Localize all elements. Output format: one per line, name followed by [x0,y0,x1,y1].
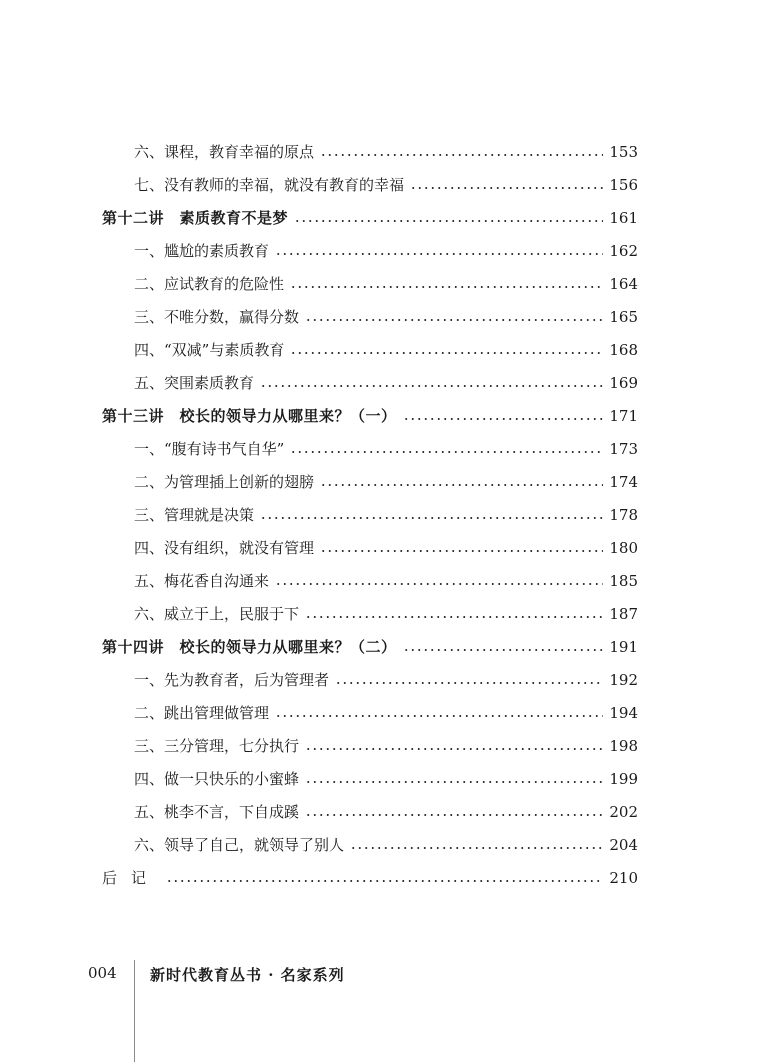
toc-entry-title: 五、突围素质教育 [134,374,255,392]
toc-entry-page-number: 210 [609,869,638,887]
toc-entry-title: 五、梅花香自沟通来 [134,572,270,590]
toc-section-entry[interactable] [102,433,638,466]
toc-dot-leader [305,814,603,816]
toc-dot-leader [294,220,603,222]
toc-entry-title: 六、威立于上，民服于下 [134,605,300,623]
toc-entry-page-number: 164 [609,275,638,293]
toc-dot-leader [350,847,603,849]
toc-dot-leader [410,187,603,189]
toc-dot-leader [290,352,603,354]
toc-section-entry[interactable] [102,598,638,631]
toc-entry-page-number: 185 [609,572,638,590]
toc-dot-leader [305,616,603,618]
toc-dot-leader [260,517,603,519]
toc-entry-page-number: 161 [609,209,638,227]
toc-entry-page-number: 169 [609,374,638,392]
toc-entry-page-number: 153 [609,143,638,161]
toc-dot-leader [305,781,603,783]
toc-entry-page-number: 194 [609,704,638,722]
toc-entry-page-number: 162 [609,242,638,260]
toc-entry-title: 六、领导了自己，就领导了别人 [134,836,345,854]
toc-entry-page-number: 174 [609,473,638,491]
toc-dot-leader [305,748,603,750]
toc-dot-leader [290,451,603,453]
toc-dot-leader [290,286,603,288]
toc-section-entry[interactable] [102,466,638,499]
toc-dot-leader [260,385,603,387]
toc-section-entry[interactable] [102,565,638,598]
toc-dot-leader [305,319,603,321]
toc-dot-leader [275,715,603,717]
toc-chapter-entry[interactable] [102,631,638,664]
footer-page-number: 004 [88,964,117,982]
toc-section-entry[interactable] [102,664,638,697]
toc-entry-page-number: 168 [609,341,638,359]
toc-entry-page-number: 199 [609,770,638,788]
toc-entry-page-number: 198 [609,737,638,755]
toc-entry-title: 三、不唯分数，赢得分数 [134,308,300,326]
toc-entry-page-number: 187 [609,605,638,623]
toc-entry-title: 四、“双减”与素质教育 [134,341,285,359]
toc-entry-title: 第十二讲 素质教育不是梦 [102,209,289,227]
toc-dot-leader [335,682,603,684]
toc-section-entry[interactable] [102,532,638,565]
table-of-contents [102,136,638,895]
toc-entry-page-number: 178 [609,506,638,524]
toc-section-entry[interactable] [102,763,638,796]
toc-entry-title: 一、尴尬的素质教育 [134,242,270,260]
toc-section-entry[interactable] [102,169,638,202]
toc-entry-page-number: 171 [609,407,638,425]
toc-dot-leader [275,253,603,255]
toc-entry-title: 第十四讲 校长的领导力从哪里来？（二） [102,638,397,656]
toc-entry-page-number: 165 [609,308,638,326]
toc-dot-leader [403,649,604,651]
toc-section-entry[interactable] [102,697,638,730]
toc-entry-title: 二、跳出管理做管理 [134,704,270,722]
toc-entry-title: 二、为管理插上创新的翅膀 [134,473,315,491]
toc-section-entry[interactable] [102,730,638,763]
toc-entry-page-number: 173 [609,440,638,458]
toc-dot-leader [275,583,603,585]
toc-entry-page-number: 191 [609,638,638,656]
toc-section-entry[interactable] [102,334,638,367]
toc-entry-title: 四、做一只快乐的小蜜蜂 [134,770,300,788]
toc-entry-title: 后记 [102,869,161,887]
toc-entry-page-number: 204 [609,836,638,854]
toc-dot-leader [403,418,604,420]
toc-afterword-entry[interactable] [102,862,638,895]
toc-chapter-entry[interactable] [102,400,638,433]
toc-entry-page-number: 156 [609,176,638,194]
toc-dot-leader [320,550,603,552]
toc-section-entry[interactable] [102,235,638,268]
toc-section-entry[interactable] [102,367,638,400]
toc-entry-page-number: 192 [609,671,638,689]
footer-divider [134,960,135,1062]
toc-entry-title: 三、三分管理，七分执行 [134,737,300,755]
toc-section-entry[interactable] [102,499,638,532]
toc-entry-title: 四、没有组织，就没有管理 [134,539,315,557]
toc-entry-title: 一、“腹有诗书气自华” [134,440,285,458]
toc-entry-title: 五、桃李不言，下自成蹊 [134,803,300,821]
toc-entry-page-number: 202 [609,803,638,821]
toc-section-entry[interactable] [102,829,638,862]
toc-entry-page-number: 180 [609,539,638,557]
toc-dot-leader [320,154,603,156]
toc-section-entry[interactable] [102,301,638,334]
toc-entry-title: 二、应试教育的危险性 [134,275,285,293]
toc-entry-title: 第十三讲 校长的领导力从哪里来？（一） [102,407,397,425]
toc-section-entry[interactable] [102,268,638,301]
toc-dot-leader [320,484,603,486]
toc-entry-title: 七、没有教师的幸福，就没有教育的幸福 [134,176,405,194]
toc-chapter-entry[interactable] [102,202,638,235]
toc-section-entry[interactable] [102,796,638,829]
toc-entry-title: 一、先为教育者，后为管理者 [134,671,330,689]
toc-dot-leader [166,880,603,882]
toc-entry-title: 六、课程，教育幸福的原点 [134,143,315,161]
toc-section-entry[interactable] [102,136,638,169]
footer-series-title: 新时代教育丛书 · 名家系列 [150,966,345,984]
toc-entry-title: 三、管理就是决策 [134,506,255,524]
